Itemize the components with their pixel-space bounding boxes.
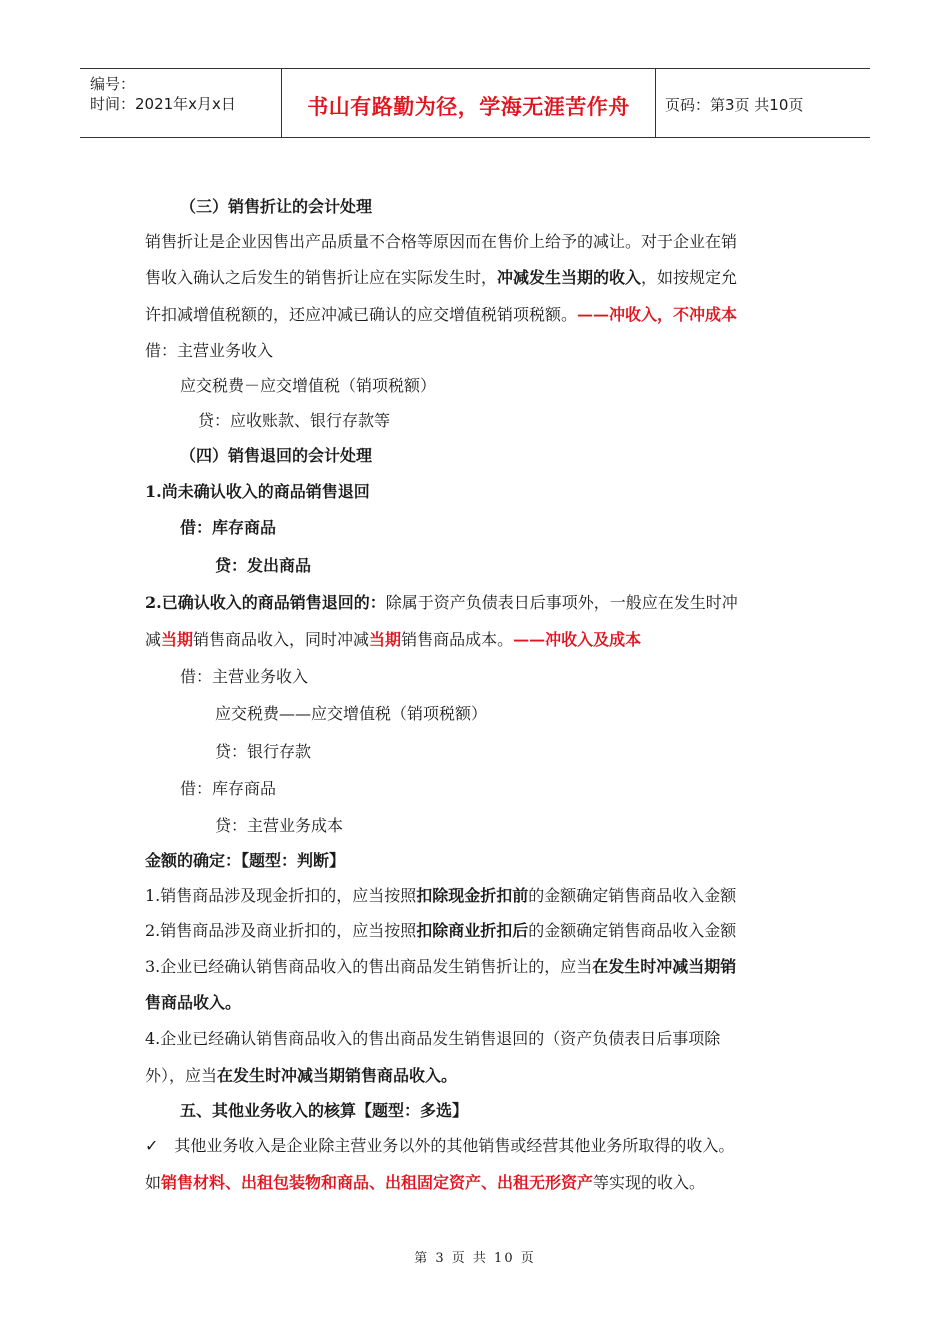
text-run: 外），应当	[145, 1066, 218, 1085]
journal-entry-credit: 贷：银行存款	[215, 742, 312, 761]
section-5-paragraph-line	[145, 1136, 734, 1156]
section-4-item-1: 1.尚未确认收入的商品销售退回	[145, 482, 370, 501]
journal-entry-debit: 借：库存商品	[180, 518, 277, 537]
header-page-cell	[656, 69, 870, 137]
red-emphasis: 销售材料、出租包装物和商品、出租固定资产、出租无形资产	[161, 1173, 594, 1192]
section-5-paragraph-line	[145, 1173, 705, 1193]
journal-entry-debit: 借：主营业务收入	[180, 667, 309, 686]
section-5-title: 五、其他业务收入的核算【题型：多选】	[180, 1101, 469, 1120]
header-motto-cell	[282, 69, 656, 137]
section-4-title: （四）销售退回的会计处理	[180, 446, 373, 465]
text-run: 销售商品成本。	[401, 630, 514, 649]
amount-rule-4: 4.企业已经确认销售商品收入的售出商品发生销售退回的（资产负债表日后事项除	[145, 1029, 721, 1048]
section-4-item-2-line	[145, 593, 738, 613]
amount-rule-3-cont: 售商品收入。	[145, 993, 242, 1012]
journal-entry-credit: 贷：应收账款、银行存款等	[198, 411, 391, 430]
text-run: 如	[145, 1173, 162, 1192]
red-emphasis: 当期	[161, 630, 194, 649]
section-3-paragraph-line	[145, 268, 737, 288]
text-run: 等实现的收入。	[593, 1173, 706, 1192]
text-run: 售收入确认之后发生的销售折让应在实际发生时，	[145, 268, 498, 287]
header-meta-cell	[80, 69, 282, 137]
document-header	[80, 68, 870, 138]
emphasis-text: 扣除商业折扣后	[416, 921, 529, 940]
section-3-paragraph-line	[145, 305, 737, 325]
text-run: 的金额确定销售商品收入金额	[528, 886, 737, 905]
journal-entry-debit: 借：库存商品	[180, 779, 277, 798]
amount-rule-3	[145, 957, 736, 977]
header-motto: 书山有路勤为径，学海无涯苦作舟	[307, 95, 630, 119]
page-footer: 第 3 页 共 10 页	[414, 1251, 536, 1266]
journal-entry-credit: 贷：发出商品	[215, 556, 312, 575]
red-note: ——冲收入，不冲成本	[577, 305, 738, 324]
text-run: 减	[145, 630, 162, 649]
text-run: 1.销售商品涉及现金折扣的，应当按照	[145, 886, 417, 905]
emphasis-text: 在发生时冲减当期销售商品收入。	[217, 1066, 458, 1085]
text-run: 3.企业已经确认销售商品收入的售出商品发生销售折让的，应当	[145, 957, 593, 976]
amount-section-title: 金额的确定：【题型：判断】	[145, 851, 346, 870]
section-3-paragraph-line: 销售折让是企业因售出产品质量不合格等原因而在售价上给予的减让。对于企业在销	[145, 232, 738, 251]
emphasis-text: 在发生时冲减当期销	[592, 957, 737, 976]
document-number-label: 编号：	[90, 75, 136, 93]
emphasis-text: 2.已确认收入的商品销售退回的：	[145, 593, 386, 612]
section-3-title: （三）销售折让的会计处理	[180, 197, 373, 216]
amount-rule-1	[145, 886, 736, 906]
header-page-info: 页码：第3页 共10页	[665, 96, 804, 114]
red-emphasis: 当期	[369, 630, 402, 649]
text-run: ，如按规定允	[641, 268, 738, 287]
text-run: 其他业务收入是企业除主营业务以外的其他销售或经营其他业务所取得的收入。	[174, 1136, 735, 1155]
text-run: 许扣减增值税额的，还应冲减已确认的应交增值税销项税额。	[145, 305, 578, 324]
section-4-item-2-line	[145, 630, 641, 650]
text-run: 销售商品收入，同时冲减	[193, 630, 370, 649]
journal-entry-credit: 贷：主营业务成本	[215, 816, 344, 835]
emphasis-text: 扣除现金折扣前	[416, 886, 529, 905]
journal-entry-debit: 应交税费－应交增值税（销项税额）	[180, 376, 437, 395]
amount-rule-2	[145, 921, 736, 941]
emphasis-text: 冲减发生当期的收入	[497, 268, 642, 287]
text-run: 2.销售商品涉及商业折扣的，应当按照	[145, 921, 417, 940]
red-note: ——冲收入及成本	[513, 630, 642, 649]
amount-rule-4-cont	[145, 1066, 457, 1086]
document-time-label: 时间：2021年x月x日	[90, 95, 236, 113]
text-run: 除属于资产负债表日后事项外，一般应在发生时冲	[385, 593, 738, 612]
journal-entry-debit: 借：主营业务收入	[145, 341, 274, 360]
text-run: 的金额确定销售商品收入金额	[528, 921, 737, 940]
checkmark-icon: ✓	[145, 1136, 159, 1155]
journal-entry-debit: 应交税费——应交增值税（销项税额）	[215, 704, 488, 723]
